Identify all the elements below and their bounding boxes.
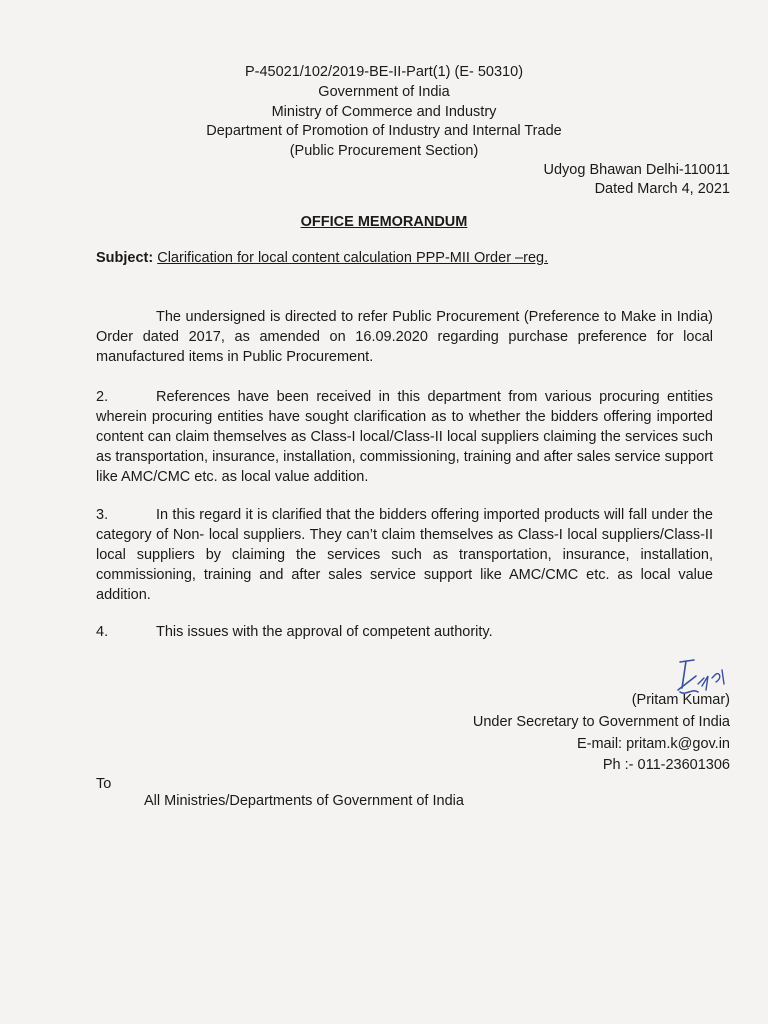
paragraph-text: References have been received in this department from various procuring entities wherein procuring entities have sought clarification as to whether the bidders offering imported content can claim themselves as Class-I local/Class-II local suppliers claiming the services such as transportation, insurance, installation, commissioning, training and after sales service support like AMC/CMC etc. as local value addition.: [96, 389, 713, 485]
signatory-email: E-mail: pritam.k@gov.in: [576, 736, 730, 752]
memo-title: OFFICE MEMORANDUM: [300, 214, 468, 230]
paragraph-number: 4.: [96, 624, 109, 640]
paragraph-3: [96, 505, 713, 605]
department-name: Department of Promotion of Industry and Internal Trade: [206, 123, 562, 139]
to-label: To: [96, 776, 112, 792]
ministry-name: Ministry of Commerce and Industry: [271, 104, 497, 120]
signatory-designation: Under Secretary to Government of India: [472, 714, 730, 730]
subject-text: Clarification for local content calculation PPP-MII Order –reg.: [157, 250, 549, 266]
signatory-phone: Ph :- 011-23601306: [602, 757, 730, 773]
signatory-name: (Pritam Kumar): [631, 692, 730, 708]
subject-line: [96, 250, 548, 266]
government-name: Government of India: [318, 84, 450, 100]
paragraph-text: This issues with the approval of competent authority.: [156, 624, 493, 640]
paragraph-number: 3.: [96, 507, 109, 523]
section-name: (Public Procurement Section): [289, 143, 479, 159]
subject-label: Subject:: [96, 250, 154, 266]
paragraph-text: In this regard it is clarified that the bidders offering imported products will fall under the category of Non- local suppliers. They can’t claim themselves as Class-I local suppliers/Class-II local suppliers by claiming the services such as transportation, insurance, installation, commissioning, training and after sales service support like AMC/CMC etc. as local value addition.: [96, 507, 713, 603]
file-number: P-45021/102/2019-BE-II-Part(1) (E- 50310): [244, 64, 524, 80]
paragraph-4: [96, 622, 713, 642]
recipients: All Ministries/Departments of Government of India: [144, 793, 464, 809]
paragraph-number: 2.: [96, 389, 109, 405]
paragraph-1: [96, 307, 713, 367]
paragraph-text: The undersigned is directed to refer Public Procurement (Preference to Make in India) Order dated 2017, as amended on 16.09.2020 regarding purchase preference for local manufactured items in Public Procurement.: [96, 309, 713, 365]
memo-date: Dated March 4, 2021: [594, 181, 730, 197]
paragraph-2: [96, 387, 713, 487]
office-address: Udyog Bhawan Delhi-110011: [543, 162, 730, 178]
